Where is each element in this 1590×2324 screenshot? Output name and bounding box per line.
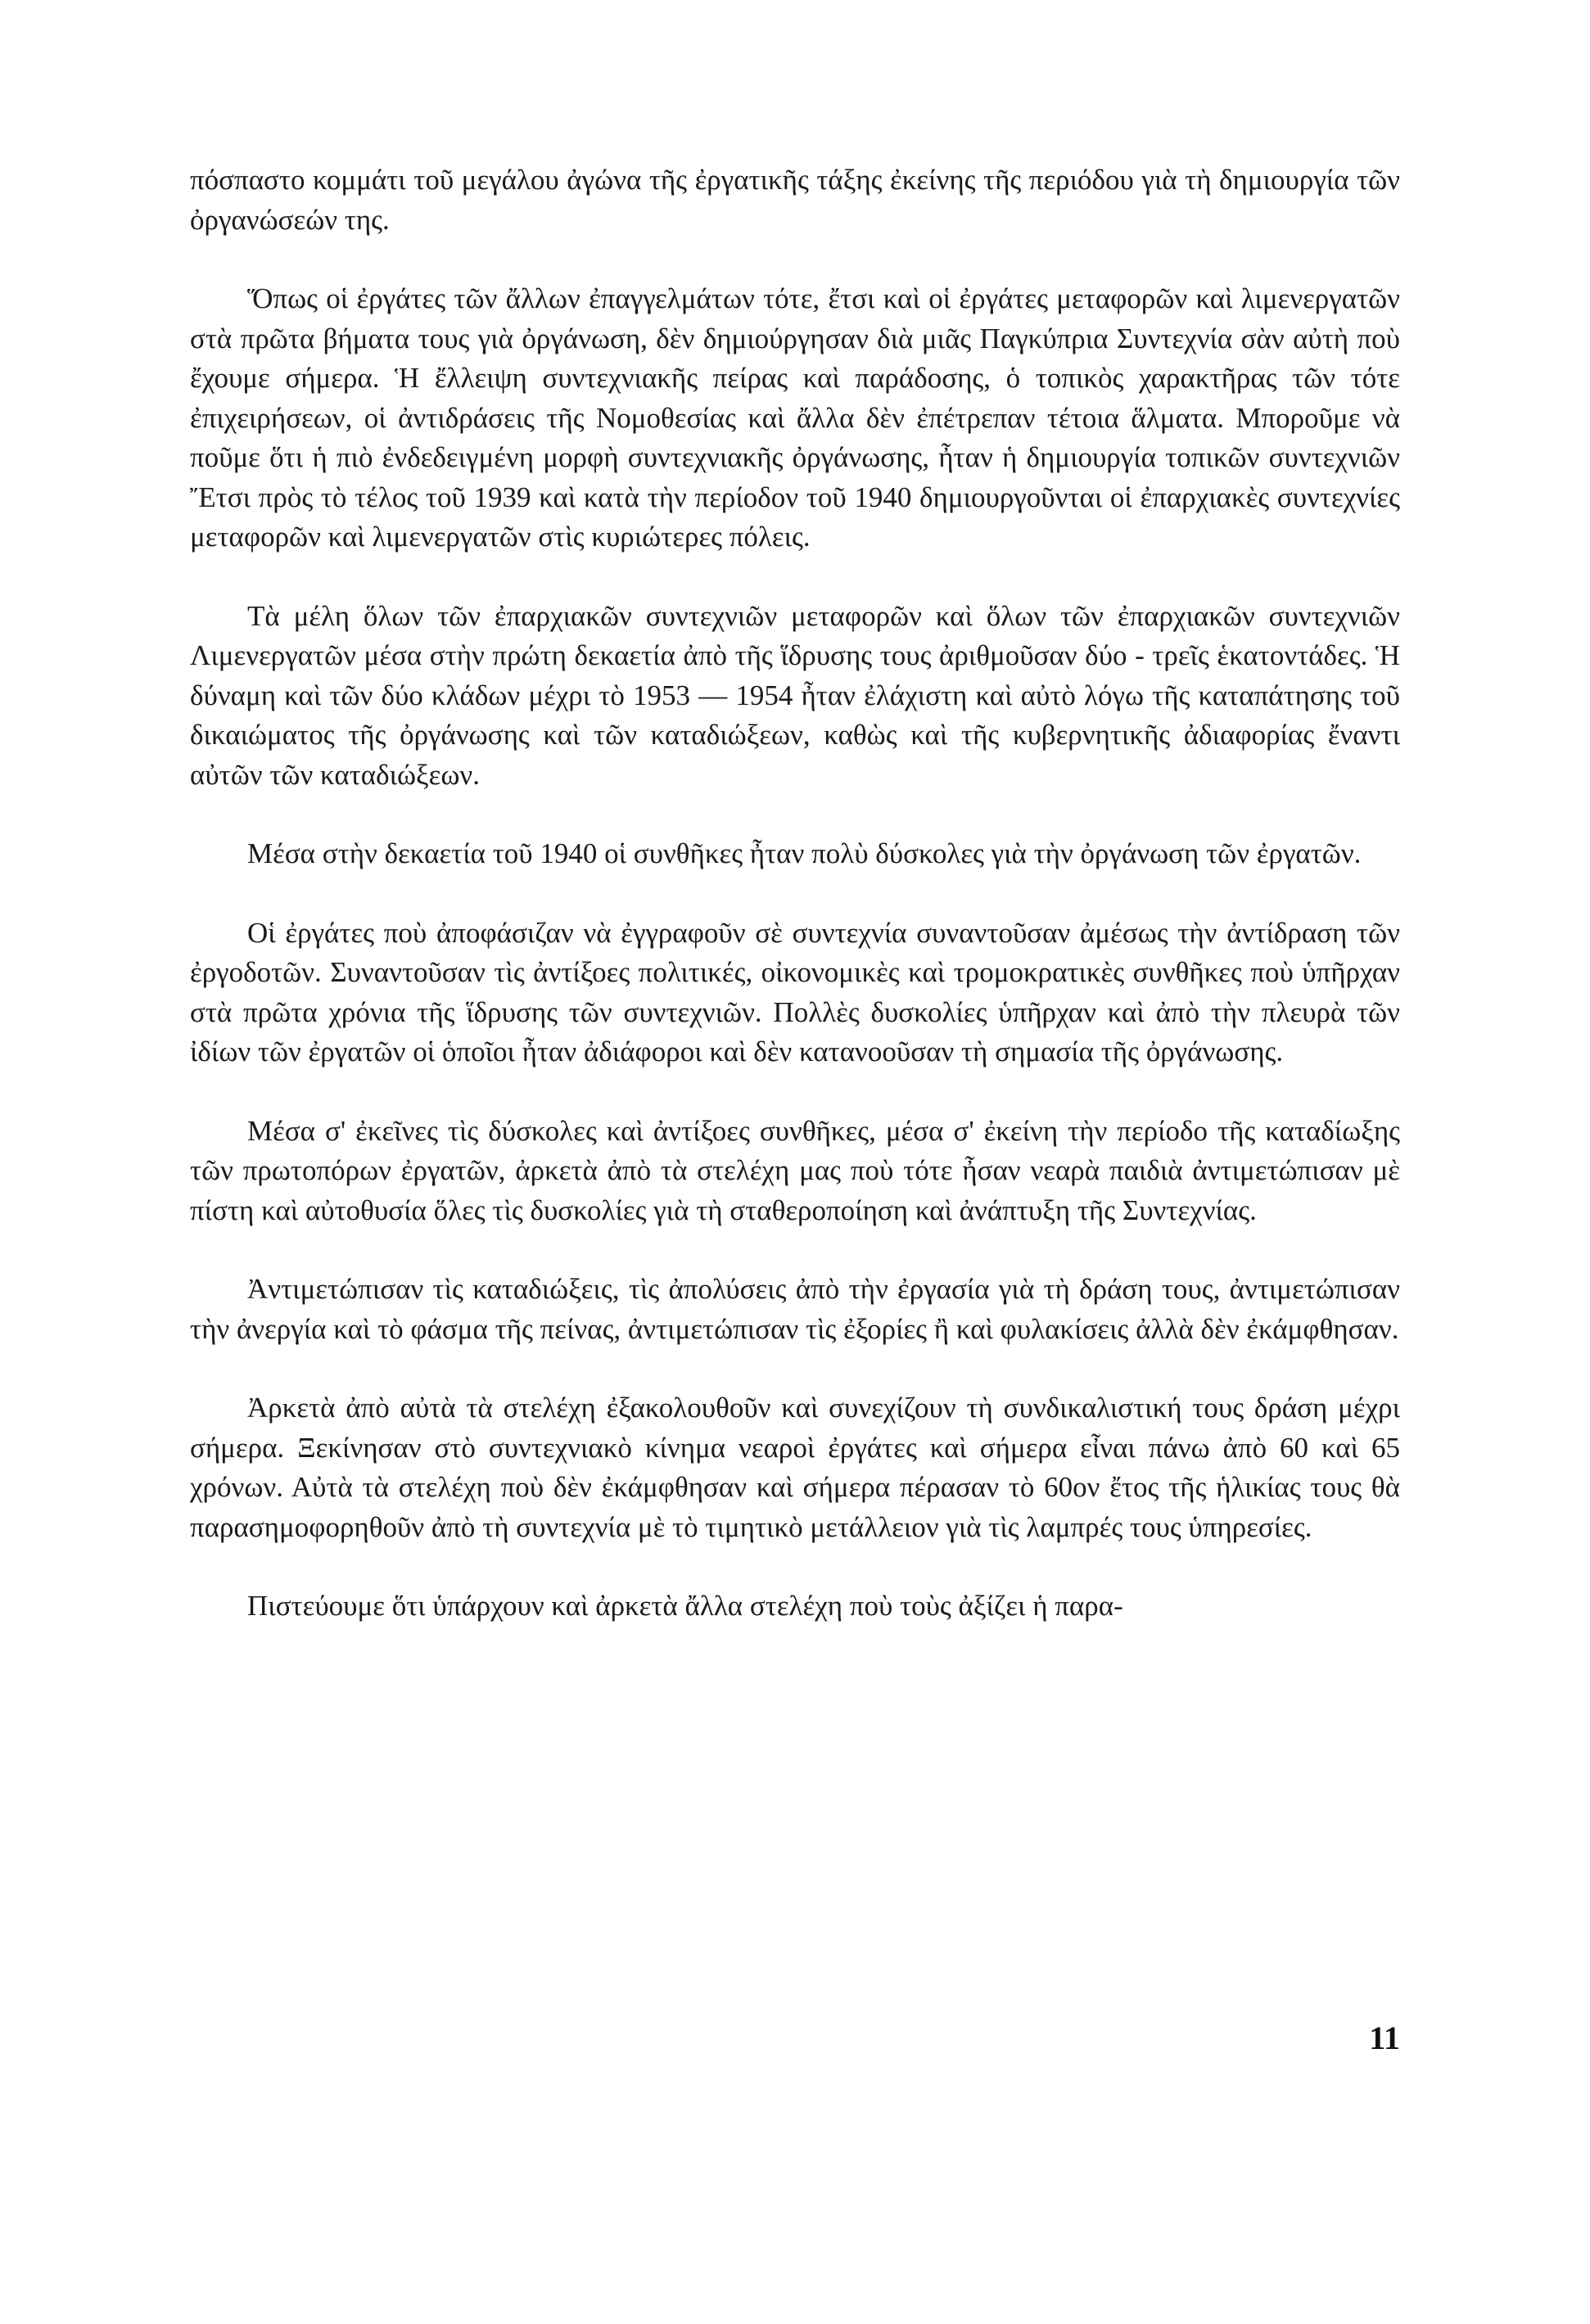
- paragraph-1: πόσπαστο κομμάτι τοῦ μεγάλου ἀγώνα τῆς ἐργατικῆς τάξης ἐκείνης τῆς περιόδου γιὰ τὴ δημιουργία τῶν ὀργανώσεών της.: [190, 164, 1400, 236]
- page-number: 11: [1369, 2019, 1400, 2056]
- body-text: [190, 160, 1400, 1627]
- paragraph-2: Ὅπως οἱ ἐργάτες τῶν ἄλλων ἐπαγγελμάτων τότε, ἔτσι καὶ οἱ ἐργάτες μεταφορῶν καὶ λιμενεργατῶν στὰ πρῶτα βήματα τους γιὰ ὀργάνωση, δὲν δημιούργησαν διὰ μιᾶς Παγκύπρια Συντεχνία σὰν αὐτὴ ποὺ ἔχουμε σήμερα. Ἡ ἔλλειψη συντεχνιακῆς πείρας καὶ παράδοσης, ὁ τοπικὸς χαρακτῆρας τῶν τότε ἐπιχειρήσεων, οἱ ἀντιδράσεις τῆς Νομοθεσίας καὶ ἄλλα δὲν ἐπέτρεπαν τέτοια ἅλματα. Μποροῦμε νὰ ποῦμε ὅτι ἡ πιὸ ἐνδεδειγμένη μορφὴ συντεχνιακῆς ὀργάνωσης, ἦταν ἡ δημιουργία τοπικῶν συντεχνιῶν Ἔτσι πρὸς τὸ τέλος τοῦ 1939 καὶ κατὰ τὴν περίοδον τοῦ 1940 δημιουργοῦνται οἱ ἐπαρχιακὲς συντεχνίες μεταφορῶν καὶ λιμενεργατῶν στὶς κυριώτερες πόλεις.: [190, 282, 1400, 553]
- paragraph-5: Οἱ ἐργάτες ποὺ ἀποφάσιζαν νὰ ἐγγραφοῦν σὲ συντεχνία συναντοῦσαν ἀμέσως τὴν ἀντίδραση τῶν ἐργοδοτῶν. Συναντοῦσαν τὶς ἀντίξοες πολιτικές, οἰκονομικὲς καὶ τρομοκρατικὲς συνθῆκες ποὺ ὑπῆρχαν στὰ πρῶτα χρόνια τῆς ἵδρυσης τῶν συντεχνιῶν. Πολλὲς δυσκολίες ὑπῆρχαν καὶ ἀπὸ τὴν πλευρὰ τῶν ἰδίων τῶν ἐργατῶν οἱ ὁποῖοι ἦταν ἀδιάφοροι καὶ δὲν κατανοοῦσαν τὴ σημασία τῆς ὀργάνωσης.: [190, 916, 1400, 1067]
- paragraph-9: Πιστεύουμε ὅτι ὑπάρχουν καὶ ἀρκετὰ ἄλλα στελέχη ποὺ τοὺς ἀξίζει ἡ παρα-: [247, 1590, 1123, 1622]
- paragraph-6: Μέσα σ' ἐκεῖνες τὶς δύσκολες καὶ ἀντίξοες συνθῆκες, μέσα σ' ἐκείνη τὴν περίοδο τῆς καταδίωξης τῶν πρωτοπόρων ἐργατῶν, ἀρκετὰ ἀπὸ τὰ στελέχη μας ποὺ τότε ἦσαν νεαρὰ παιδιὰ ἀντιμετώπισαν μὲ πίστη καὶ αὐτοθυσία ὅλες τὶς δυσκολίες γιὰ τὴ σταθεροποίηση καὶ ἀνάπτυξη τῆς Συντεχνίας.: [190, 1114, 1400, 1226]
- paragraph-7: Ἀντιμετώπισαν τὶς καταδιώξεις, τὶς ἀπολύσεις ἀπὸ τὴν ἐργασία γιὰ τὴ δράση τους, ἀντιμετώπισαν τὴν ἀνεργία καὶ τὸ φάσμα τῆς πείνας, ἀντιμετώπισαν τὶς ἐξορίες ἢ καὶ φυλακίσεις ἀλλὰ δὲν ἐκάμφθησαν.: [190, 1273, 1400, 1345]
- paragraph-3: Τὰ μέλη ὅλων τῶν ἐπαρχιακῶν συντεχνιῶν μεταφορῶν καὶ ὅλων τῶν ἐπαρχιακῶν συντεχνιῶν Λιμενεργατῶν μέσα στὴν πρώτη δεκαετία ἀπὸ τῆς ἵδρυσης τους ἀριθμοῦσαν δύο - τρεῖς ἑκατοντάδες. Ἡ δύναμη καὶ τῶν δύο κλάδων μέχρι τὸ 1953 — 1954 ἦταν ἐλάχιστη καὶ αὐτὸ λόγω τῆς καταπάτησης τοῦ δικαιώματος τῆς ὀργάνωσης καὶ τῶν καταδιώξεων, καθὼς καὶ τῆς κυβερνητικῆς ἀδιαφορίας ἔναντι αὐτῶν τῶν καταδιώξεων.: [190, 599, 1400, 791]
- paragraph-8: Ἀρκετὰ ἀπὸ αὐτὰ τὰ στελέχη ἐξακολουθοῦν καὶ συνεχίζουν τὴ συνδικαλιστική τους δράση μέχρι σήμερα. Ξεκίνησαν στὸ συντεχνιακὸ κίνημα νεαροὶ ἐργάτες καὶ σήμερα εἶναι πάνω ἀπὸ 60 καὶ 65 χρόνων. Αὐτὰ τὰ στελέχη ποὺ δὲν ἐκάμφθησαν καὶ σήμερα πέρασαν τὸ 60ον ἔτος τῆς ἡλικίας τους θὰ παρασημοφορηθοῦν ἀπὸ τὴ συντεχνία μὲ τὸ τιμητικὸ μετάλλειον γιὰ τὶς λαμπρές τους ὑπηρεσίες.: [190, 1392, 1400, 1543]
- paragraph-4: Μέσα στὴν δεκαετία τοῦ 1940 οἱ συνθῆκες ἦταν πολὺ δύσκολες γιὰ τὴν ὀργάνωση τῶν ἐργατῶν.: [247, 837, 1362, 869]
